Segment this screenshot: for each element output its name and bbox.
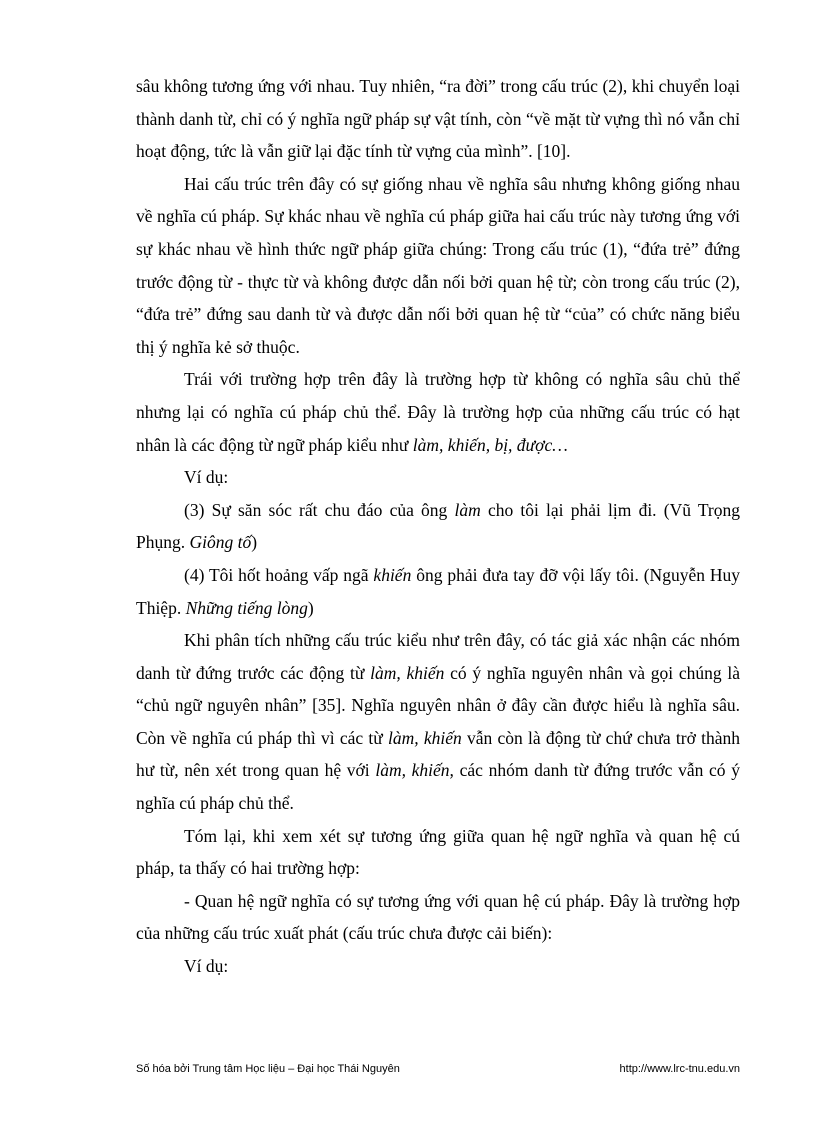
paragraph — [136, 168, 740, 364]
paragraph — [136, 494, 740, 559]
text-run: ông phải đưa tay đỡ vội lấy tôi. (Nguyễn Huy Thiệp. — [136, 564, 740, 618]
text-run: có ý nghĩa nguyên nhân và gọi chúng là “chủ ngữ nguyên nhân” [35]. Nghĩa nguyên nhân ở đây cần được hiểu là nghĩa sâu. Còn về nghĩa cú pháp thì vì các từ — [136, 662, 740, 748]
body-text — [136, 70, 740, 983]
text-run: - Quan hệ ngữ nghĩa có sự tương ứng với quan hệ cú pháp. Đây là trường hợp của những cấu trúc xuất phát (cấu trúc chưa được cải biến): — [136, 890, 740, 944]
page-footer — [136, 1063, 740, 1075]
text-run: Ví dụ: — [184, 467, 229, 488]
text-run: Hai cấu trúc trên đây có sự giống nhau về nghĩa sâu nhưng không giống nhau về nghĩa cú pháp. Sự khác nhau về nghĩa cú pháp giữa hai cấu trúc này tương ứng với sự khác nhau về hình thức ngữ pháp giữa chúng: Trong cấu trúc (1), “đứa trẻ” đứng trước động từ - thực từ và không được dẫn nối bởi quan hệ từ; còn trong cấu trúc (2), “đứa trẻ” đứng sau danh từ và được dẫn nối bởi quan hệ từ “của” có chức năng biểu thị ý nghĩa kẻ sở thuộc. — [136, 173, 740, 357]
text-run: vẫn còn là động từ chứ chưa trở thành hư từ, nên xét trong quan hệ với — [136, 727, 740, 781]
paragraph — [136, 461, 740, 494]
paragraph — [136, 885, 740, 950]
italic-text: Giông tố — [189, 532, 252, 553]
text-run: cho tôi lại phải lịm đi. (Vũ Trọng Phụng. — [136, 499, 740, 553]
footer-source: Số hóa bởi Trung tâm Học liệu – Đại học Thái Nguyên — [136, 1063, 400, 1075]
text-run: (4) Tôi hốt hoảng vấp ngã — [184, 564, 374, 585]
italic-text: làm, khiến, bị, được… — [412, 434, 568, 455]
paragraph — [136, 70, 740, 168]
text-run: sâu không tương ứng với nhau. Tuy nhiên, “ra đời” trong cấu trúc (2), khi chuyển loại thành danh từ, chỉ có ý nghĩa ngữ pháp sự vật tính, còn “về mặt từ vựng thì nó vẫn chỉ hoạt động, tức là vẫn giữ lại đặc tính từ vựng của mình”. [10]. — [136, 76, 740, 162]
paragraph — [136, 559, 740, 624]
italic-text: làm, khiến, — [375, 760, 454, 781]
paragraph — [136, 820, 740, 885]
italic-text: làm, khiến — [387, 727, 462, 748]
text-run: các nhóm danh từ đứng trước vẫn có ý nghĩa cú pháp chủ thể. — [136, 760, 740, 814]
text-run: Ví dụ: — [184, 956, 229, 977]
italic-text: làm, khiến — [370, 662, 445, 683]
text-run: Trái với trường hợp trên đây là trường hợp từ không có nghĩa sâu chủ thể nhưng lại có nghĩa cú pháp chủ thể. Đây là trường hợp của những cấu trúc có hạt nhân là các động từ ngữ pháp kiểu như — [136, 369, 740, 455]
italic-text: làm — [454, 499, 481, 520]
paragraph — [136, 363, 740, 461]
italic-text: khiến — [373, 564, 412, 585]
text-run: Khi phân tích những cấu trúc kiểu như trên đây, có tác giả xác nhận các nhóm danh từ đứng trước các động từ — [136, 630, 740, 683]
text-run: ) — [251, 532, 258, 553]
text-run: ) — [307, 597, 314, 618]
footer-url[interactable]: http://www.lrc-tnu.edu.vn — [619, 1063, 740, 1075]
text-run: (3) Sự săn sóc rất chu đáo của ông — [184, 499, 455, 520]
text-run: Tóm lại, khi xem xét sự tương ứng giữa quan hệ ngữ nghĩa và quan hệ cú pháp, ta thấy có hai trường hợp: — [136, 825, 740, 879]
paragraph — [136, 624, 740, 820]
paragraph — [136, 950, 740, 983]
italic-text: Những tiếng lòng — [185, 597, 308, 618]
